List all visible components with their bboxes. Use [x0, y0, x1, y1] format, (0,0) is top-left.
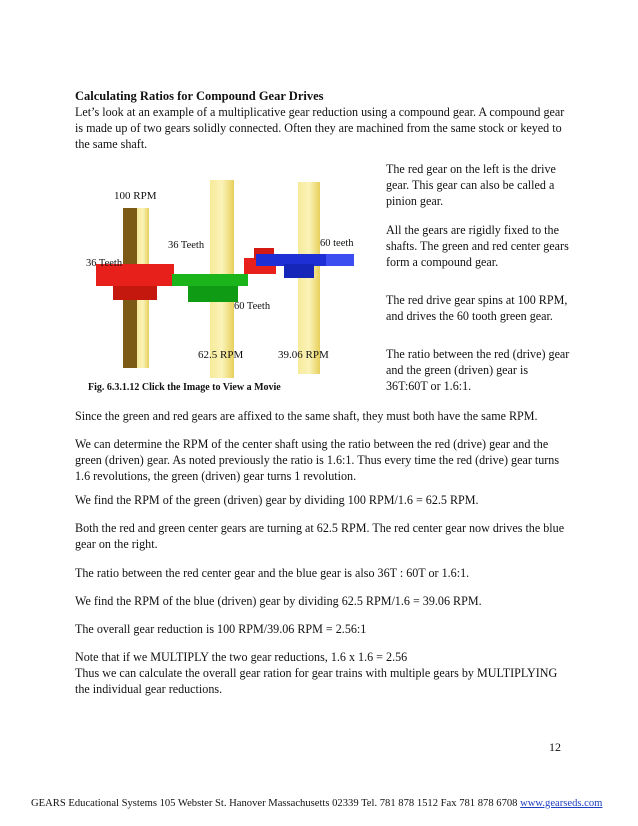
- footer: [31, 798, 602, 809]
- paragraph-center-gears: Both the red and green center gears are turning at 62.5 RPM. The red center gear now drives the blue gear on the right.: [75, 521, 565, 552]
- label-62-5-rpm: 62.5 RPM: [198, 349, 244, 361]
- sidebar-note-2: All the gears are rigidly fixed to the shafts. The green and red center gears form a compound gear.: [386, 223, 569, 270]
- sidebar-note-4: The ratio between the red (drive) gear and the green (driven) gear is 36T:60T or 1.6:1.: [386, 347, 570, 394]
- footer-text: GEARS Educational Systems 105 Webster St. Hanover Massachusetts 02339 Tel. 781 878 1512 Fax 781 878 6708: [31, 798, 521, 809]
- paragraph-same-rpm: Since the green and red gears are affixed to the same shaft, they must both have the same RPM.: [75, 409, 538, 423]
- red-drive-gear: [96, 264, 174, 300]
- label-36-teeth-left: 36 Teeth: [86, 258, 123, 269]
- intro-paragraph: Let’s look at an example of a multiplicative gear reduction using a compound gear. A compound gear is made up of two gears solidly connected. Often they are machined from the same stock or keyed to the same shaft.: [75, 105, 565, 152]
- paragraph-multiply-note: Note that if we MULTIPLY the two gear reductions, 1.6 x 1.6 = 2.56: [75, 650, 408, 664]
- sidebar-note-1: The red gear on the left is the drive gear. This gear can also be called a pinion gear.: [386, 162, 556, 209]
- paragraph-center-shaft-ratio: We can determine the RPM of the center shaft using the ratio between the red (drive) gear and the green (driven) gear. As noted previously the ratio is 1.6:1. Thus every time the red (drive) gear turns 1.6 revolutions, the green (driven) gear turns 1 revolution.: [75, 437, 560, 484]
- paragraph-multiply-conclusion: Thus we can calculate the overall gear ration for gear trains with multiple gears by MULTIPLYING the individual gear reductions.: [75, 666, 558, 697]
- label-100-rpm: 100 RPM: [114, 190, 157, 202]
- paragraph-blue-rpm: We find the RPM of the blue (driven) gear by dividing 62.5 RPM/1.6 = 39.06 RPM.: [75, 594, 482, 608]
- section-heading: Calculating Ratios for Compound Gear Drives: [75, 89, 324, 103]
- gear-figure[interactable]: [76, 166, 358, 382]
- green-driven-gear: [172, 274, 248, 302]
- figure-caption[interactable]: Fig. 6.3.1.12 Click the Image to View a Movie: [88, 382, 281, 393]
- blue-highlight: [326, 254, 354, 266]
- sidebar-note-3: The red drive gear spins at 100 RPM, and drives the 60 tooth green gear.: [386, 293, 568, 324]
- paragraph-blue-ratio: The ratio between the red center gear and the blue gear is also 36T : 60T or 1.6:1.: [75, 566, 470, 580]
- label-60-teeth-center: 60 Teeth: [234, 301, 271, 312]
- paragraph-green-rpm: We find the RPM of the green (driven) gear by dividing 100 RPM/1.6 = 62.5 RPM.: [75, 493, 479, 507]
- footer-link[interactable]: www.gearseds.com: [520, 798, 603, 809]
- label-60-teeth-right: 60 teeth: [320, 238, 354, 249]
- paragraph-overall-reduction: The overall gear reduction is 100 RPM/39.06 RPM = 2.56:1: [75, 622, 367, 636]
- label-39-06-rpm: 39.06 RPM: [278, 349, 329, 361]
- gear-diagram: [76, 166, 358, 382]
- label-36-teeth-center: 36 Teeth: [168, 240, 205, 251]
- page-number: 12: [549, 740, 561, 754]
